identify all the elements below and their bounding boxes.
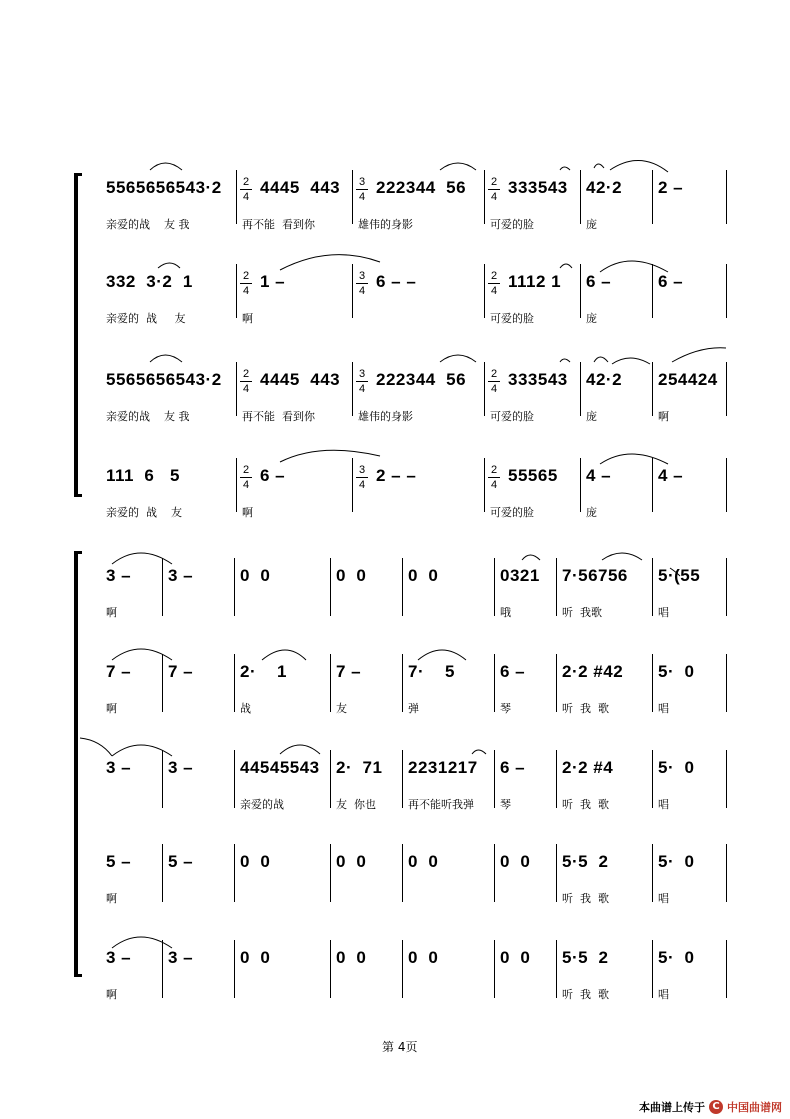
slur	[112, 553, 172, 564]
slur	[560, 167, 570, 170]
slur	[522, 555, 540, 560]
note-group: 2·2 #42	[562, 662, 624, 681]
note-group: 0 0	[336, 566, 367, 585]
note-group: 2 – –	[376, 466, 417, 485]
time-signature-numerator: 2	[242, 176, 250, 188]
time-signature-numerator: 2	[242, 270, 250, 282]
lyric: 再不能听我弹	[408, 798, 474, 811]
time-signature-numerator: 2	[490, 176, 498, 188]
lyric: 唱	[658, 702, 669, 715]
lyric: 庞	[586, 218, 597, 231]
watermark-brand: 中国曲谱网	[727, 1101, 782, 1114]
lyric: 啊	[658, 410, 669, 423]
time-signature-numerator: 3	[358, 270, 366, 282]
lyric: 听 我歌	[562, 606, 602, 619]
lyric: 亲爱的战 友 我	[106, 218, 190, 231]
note-group: 3 –	[168, 566, 194, 585]
note-group: 5· 0	[658, 852, 695, 871]
lyric: 听 我 歌	[562, 892, 609, 905]
slur	[280, 745, 320, 754]
lyric: 琴	[500, 702, 511, 715]
time-signature-numerator: 3	[358, 176, 366, 188]
slur	[672, 348, 726, 362]
note-group: 0 0	[408, 566, 439, 585]
note-group: 0 0	[500, 948, 531, 967]
time-signature-numerator: 2	[490, 464, 498, 476]
note-group: 5·5 2	[562, 948, 609, 967]
note-group: 0321	[500, 566, 540, 585]
note-group: 0 0	[408, 852, 439, 871]
lyric: 庞	[586, 410, 597, 423]
slur	[594, 357, 608, 362]
watermark-text: 本曲谱上传于	[639, 1101, 705, 1114]
slur	[560, 359, 570, 362]
note-group: 5 –	[106, 852, 132, 871]
note-group: 6 –	[260, 466, 286, 485]
note-group: 222344 56	[376, 370, 467, 389]
note-group: 6 – –	[376, 272, 417, 291]
time-signature-denominator: 4	[358, 191, 366, 203]
note-group: 5·(55	[658, 566, 701, 585]
time-signature-denominator: 4	[358, 383, 366, 395]
lyric: 雄伟的身影	[358, 218, 413, 231]
time-signature-numerator: 2	[242, 464, 250, 476]
lyric: 雄伟的身影	[358, 410, 413, 423]
note-group: 4445 443	[260, 178, 341, 197]
slur	[112, 937, 172, 948]
note-group: 4445 443	[260, 370, 341, 389]
lyric: 可爱的脸	[490, 312, 534, 325]
slur	[560, 264, 572, 268]
note-group: 7· 5	[408, 662, 455, 681]
page-number: 第 4页	[382, 1040, 418, 1054]
note-group: 42·2	[586, 178, 623, 197]
site-logo-icon: C	[709, 1100, 723, 1114]
time-signature-denominator: 4	[242, 479, 250, 491]
note-group: 6 –	[658, 272, 684, 291]
slur	[280, 450, 380, 462]
lyric: 友	[336, 702, 347, 715]
note-group: 2231217	[408, 758, 478, 777]
lyric: 唱	[658, 988, 669, 1001]
lyric: 亲爱的 战 友	[106, 312, 186, 325]
slur	[280, 255, 380, 270]
note-group: 6 –	[500, 662, 526, 681]
slur	[440, 355, 476, 362]
lyric: 啊	[242, 312, 253, 325]
slur	[440, 163, 476, 170]
slur	[610, 160, 668, 172]
note-group: 7 –	[168, 662, 194, 681]
slur	[112, 745, 172, 756]
note-group: 333543	[508, 370, 568, 389]
lyric: 啊	[106, 988, 117, 1001]
slur	[262, 650, 306, 660]
time-signature-denominator: 4	[358, 285, 366, 297]
lyric: 听 我 歌	[562, 798, 609, 811]
watermark	[639, 1099, 782, 1115]
lyric: 可爱的脸	[490, 410, 534, 423]
note-group: 5· 0	[658, 758, 695, 777]
time-signature-numerator: 2	[242, 368, 250, 380]
time-signature-denominator: 4	[358, 479, 366, 491]
note-group: 3 –	[106, 566, 132, 585]
lyric: 弹	[408, 702, 419, 715]
note-group: 3 –	[106, 948, 132, 967]
lyric: 亲爱的 战 友	[106, 506, 182, 519]
time-signature-numerator: 3	[358, 368, 366, 380]
note-group: 1112 1	[508, 272, 562, 291]
time-signature-denominator: 4	[490, 383, 498, 395]
slur	[80, 738, 112, 756]
note-group: 44545543	[240, 758, 320, 777]
note-group: 5565656543·2	[106, 178, 222, 197]
lyric: 唱	[658, 892, 669, 905]
slur	[600, 454, 668, 464]
note-group: 2· 71	[336, 758, 383, 777]
lyric: 再不能 看到你	[242, 410, 315, 423]
slur	[112, 649, 172, 660]
note-group: 2 –	[658, 178, 684, 197]
lyric: 再不能 看到你	[242, 218, 315, 231]
slur	[150, 163, 182, 170]
note-group: 5· 0	[658, 948, 695, 967]
lyric: 啊	[106, 892, 117, 905]
note-group: 5· 0	[658, 662, 695, 681]
note-group: 0 0	[500, 852, 531, 871]
note-group: 5·5 2	[562, 852, 609, 871]
slur	[472, 750, 486, 754]
lyric: 啊	[106, 606, 117, 619]
time-signature-denominator: 4	[490, 479, 498, 491]
lyric: 庞	[586, 506, 597, 519]
slur	[594, 164, 604, 168]
note-group: 7 –	[336, 662, 362, 681]
time-signature-denominator: 4	[242, 383, 250, 395]
lyric: 啊	[242, 506, 253, 519]
note-group: 5 –	[168, 852, 194, 871]
note-group: 7·56756	[562, 566, 628, 585]
lyric: 战	[240, 702, 251, 715]
lyric: 亲爱的战 友 我	[106, 410, 190, 423]
note-group: 3 –	[168, 758, 194, 777]
note-group: 3 –	[168, 948, 194, 967]
slur	[612, 358, 650, 364]
note-group: 4 –	[658, 466, 684, 485]
note-group: 111 6 5	[106, 466, 181, 485]
lyric: 听 我 歌	[562, 988, 609, 1001]
slur	[670, 568, 680, 576]
lyric: 琴	[500, 798, 511, 811]
note-group: 6 –	[500, 758, 526, 777]
lyric: 庞	[586, 312, 597, 325]
note-group: 3 –	[106, 758, 132, 777]
note-group: 0 0	[336, 948, 367, 967]
time-signature-denominator: 4	[242, 191, 250, 203]
time-signature-denominator: 4	[242, 285, 250, 297]
lyric: 唱	[658, 606, 669, 619]
time-signature-numerator: 3	[358, 464, 366, 476]
slur	[600, 261, 668, 272]
slur	[150, 355, 182, 362]
note-group: 55565	[508, 466, 558, 485]
lyric: 啊	[106, 702, 117, 715]
note-group: 4 –	[586, 466, 612, 485]
note-group: 42·2	[586, 370, 623, 389]
note-group: 0 0	[240, 852, 271, 871]
note-group: 5565656543·2	[106, 370, 222, 389]
note-group: 0 0	[408, 948, 439, 967]
note-group: 7 –	[106, 662, 132, 681]
time-signature-numerator: 2	[490, 368, 498, 380]
time-signature-denominator: 4	[490, 191, 498, 203]
note-group: 222344 56	[376, 178, 467, 197]
note-group: 0 0	[240, 566, 271, 585]
lyric: 可爱的脸	[490, 218, 534, 231]
note-group: 1 –	[260, 272, 286, 291]
lyric: 听 我 歌	[562, 702, 609, 715]
time-signature-numerator: 2	[490, 270, 498, 282]
time-signature-denominator: 4	[490, 285, 498, 297]
lyric: 哦	[500, 606, 511, 619]
slur	[418, 650, 466, 660]
note-group: 0 0	[336, 852, 367, 871]
note-group: 6 –	[586, 272, 612, 291]
lyric: 可爱的脸	[490, 506, 534, 519]
note-group: 332 3·2 1	[106, 272, 193, 291]
lyric: 友 你也	[336, 798, 376, 811]
note-group: 333543	[508, 178, 568, 197]
slur	[158, 263, 180, 268]
lyric: 亲爱的战	[240, 798, 284, 811]
slur	[602, 553, 642, 560]
note-group: 2· 1	[240, 662, 287, 681]
note-group: 2·2 #4	[562, 758, 614, 777]
lyric: 唱	[658, 798, 669, 811]
note-group: 0 0	[240, 948, 271, 967]
note-group: 254424	[658, 370, 718, 389]
